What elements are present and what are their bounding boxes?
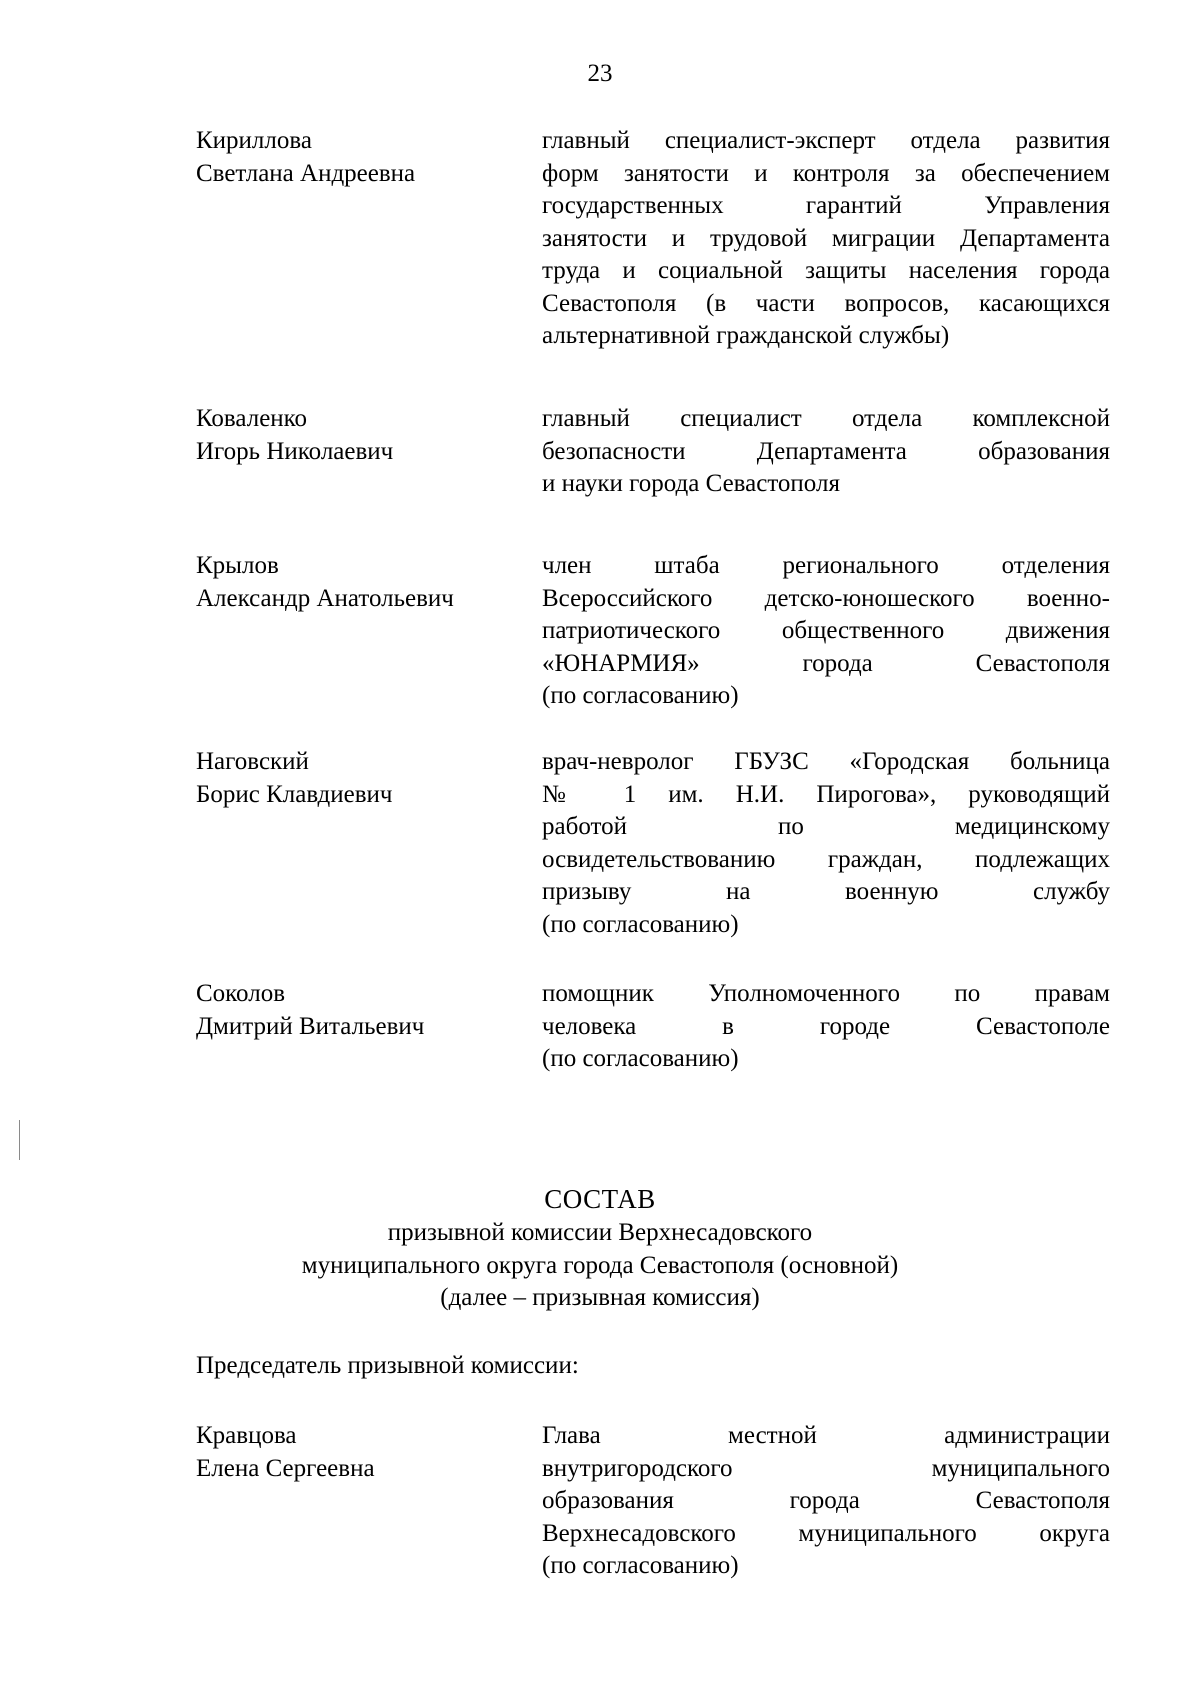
- member-given-names: Светлана Андреевна: [196, 159, 416, 187]
- role-line: форм занятости и контроля за обеспечением: [542, 159, 1110, 187]
- role-line: Глава местной администрации: [542, 1422, 1110, 1449]
- member-name: [196, 978, 516, 1043]
- role-line: труда и социальной защиты населения города: [542, 257, 1110, 284]
- composition-title: СОСТАВ: [544, 1184, 656, 1214]
- role-line: Всероссийского детско-юношеского военно-: [542, 584, 1110, 612]
- role-line: (по согласованию): [542, 1045, 739, 1072]
- member-name: [196, 403, 516, 468]
- member-surname: Наговский: [196, 748, 309, 775]
- member-given-names: Дмитрий Витальевич: [196, 1012, 425, 1040]
- role-line: главный специалист-эксперт отдела развития: [542, 127, 1110, 154]
- chair-given-names: Елена Сергеевна: [196, 1454, 375, 1482]
- member-role: [542, 978, 1110, 1076]
- member-given-names: Игорь Николаевич: [196, 437, 394, 465]
- role-line: патриотического общественного движения: [542, 617, 1110, 644]
- composition-subtitle-line: муниципального округа города Севастополя (основной): [301, 1251, 899, 1279]
- role-line: № 1 им. Н.И. Пирогова», руководящий: [542, 780, 1110, 808]
- scan-edge-mark: [19, 1120, 20, 1160]
- role-line: Севастополя (в части вопросов, касающихся: [542, 289, 1110, 317]
- member-surname: Соколов: [196, 980, 286, 1007]
- member-role: [542, 746, 1110, 941]
- role-line: освидетельствованию граждан, подлежащих: [542, 845, 1110, 873]
- role-line: работой по медицинскому: [542, 813, 1110, 840]
- member-given-names: Александр Анатольевич: [196, 584, 454, 612]
- role-line: альтернативной гражданской службы): [542, 322, 950, 349]
- role-line: человека в городе Севастополе: [542, 1012, 1110, 1040]
- role-line: член штаба регионального отделения: [542, 552, 1110, 579]
- member-role: [542, 125, 1110, 353]
- role-line: занятости и трудовой миграции Департамента: [542, 224, 1110, 252]
- role-line: «ЮНАРМИЯ» города Севастополя: [542, 649, 1110, 677]
- chair-heading: Председатель призывной комиссии:: [196, 1352, 579, 1379]
- member-name: [196, 746, 516, 811]
- composition-heading: [0, 1181, 1200, 1315]
- role-line: призыву на военную службу: [542, 878, 1110, 905]
- member-role: [542, 550, 1110, 713]
- member-name: [196, 125, 516, 190]
- chair-role: [542, 1420, 1110, 1583]
- page-number: 23: [587, 60, 613, 87]
- composition-subtitle-line: призывной комиссии Верхнесадовского: [387, 1219, 813, 1246]
- member-surname: Крылов: [196, 552, 279, 579]
- role-line: образования города Севастополя: [542, 1487, 1110, 1514]
- composition-subtitle-line: (далее – призывная комиссия): [440, 1284, 760, 1311]
- role-line: врач-невролог ГБУЗС «Городская больница: [542, 748, 1110, 775]
- chair-surname: Кравцова: [196, 1422, 297, 1449]
- role-line: (по согласованию): [542, 1552, 739, 1579]
- role-line: Верхнесадовского муниципального округа: [542, 1519, 1110, 1547]
- role-line: безопасности Департамента образования: [542, 437, 1110, 465]
- member-surname: Коваленко: [196, 405, 308, 432]
- role-line: главный специалист отдела комплексной: [542, 405, 1110, 432]
- member-role: [542, 403, 1110, 501]
- role-line: помощник Уполномоченного по правам: [542, 980, 1110, 1007]
- role-line: государственных гарантий Управления: [542, 192, 1110, 219]
- member-name: [196, 550, 516, 615]
- chair-name: [196, 1420, 516, 1485]
- role-line: внутригородского муниципального: [542, 1454, 1110, 1482]
- role-line: и науки города Севастополя: [542, 470, 840, 497]
- role-line: (по согласованию): [542, 682, 739, 709]
- member-given-names: Борис Клавдиевич: [196, 780, 393, 808]
- role-line: (по согласованию): [542, 910, 739, 938]
- member-surname: Кириллова: [196, 127, 312, 154]
